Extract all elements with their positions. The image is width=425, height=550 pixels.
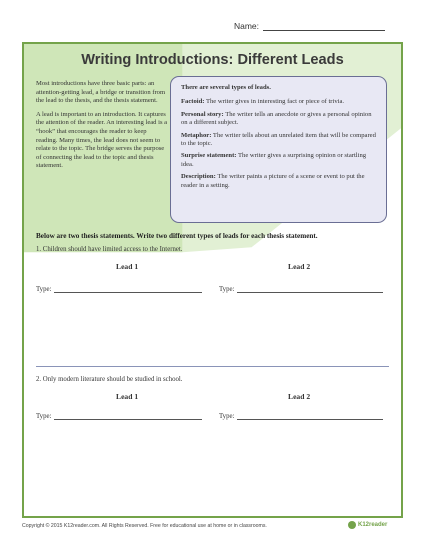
lead-type-description: Description: The writer paints a picture of a scene or event to put the reader in a setting. — [181, 173, 365, 189]
intro-text — [36, 80, 169, 176]
lead-2-heading: Lead 2 — [288, 262, 311, 271]
logo-mark-icon — [348, 521, 356, 529]
type-row-1-right — [219, 285, 383, 293]
type-input-line[interactable] — [237, 412, 383, 420]
thesis-1: 1. Children should have limited access to the Internet. — [36, 246, 183, 253]
lead-types-box — [170, 76, 387, 223]
instructions: Below are two thesis statements. Write two different types of leads for each thesis statement. — [36, 232, 318, 240]
intro-paragraph-1: Most introductions have three basic parts: an attention-getting lead, a bridge or transition from the lead to the thesis, and the thesis statement. — [36, 80, 166, 105]
lead-type-surprise-statement: Surprise statement: The writer gives a surprising opinion or startling idea. — [181, 152, 367, 168]
lead-2-heading: Lead 2 — [288, 392, 311, 401]
intro-paragraph-2: A lead is important to an introduction. It captures the attention of the reader. An interesting lead is a “hook” that encourages the reader to keep reading. Many times, the lead does not seem to relate to the topic. The bridge serves the purpose of connecting the lead to the topic and thesis statement. — [36, 110, 168, 170]
lead-1-heading: Lead 1 — [116, 262, 139, 271]
lead-type-metaphor: Metaphor: The writer tells about an unrelated item that will be compared to the topic. — [181, 131, 376, 148]
type-input-line[interactable] — [54, 412, 202, 420]
name-line[interactable] — [263, 21, 385, 31]
lead-type-personal-story: Personal story: The writer tells an anecdote or gives a personal opinion on a different subject. — [181, 110, 372, 127]
page-title: Writing Introductions: Different Leads — [81, 52, 344, 68]
name-field-row — [234, 21, 385, 31]
type-input-line[interactable] — [237, 285, 383, 293]
type-row-2-right — [219, 412, 383, 420]
type-label: Type: — [219, 413, 235, 420]
worksheet-frame — [22, 42, 403, 518]
lead-1-heading: Lead 1 — [116, 392, 139, 401]
thesis-2: 2. Only modern literature should be studied in school. — [36, 376, 183, 383]
type-input-line[interactable] — [54, 285, 202, 293]
k12reader-logo — [348, 521, 387, 529]
type-label: Type: — [219, 286, 235, 293]
type-label: Type: — [36, 413, 52, 420]
type-row-2-left — [36, 412, 202, 420]
lead-types-title: There are several types of leads. — [181, 84, 271, 91]
section-divider — [36, 366, 389, 367]
lead-type-factoid: Factoid: The writer gives in interesting fact or piece of trivia. — [181, 98, 345, 106]
name-label: Name: — [233, 21, 259, 31]
type-row-1-left — [36, 285, 202, 293]
logo-text: K12reader — [358, 522, 388, 528]
copyright-footer: Copyright © 2015 K12reader.com. All Rights Reserved. Free for educational use at home or in classrooms. — [22, 523, 267, 529]
type-label: Type: — [36, 286, 52, 293]
